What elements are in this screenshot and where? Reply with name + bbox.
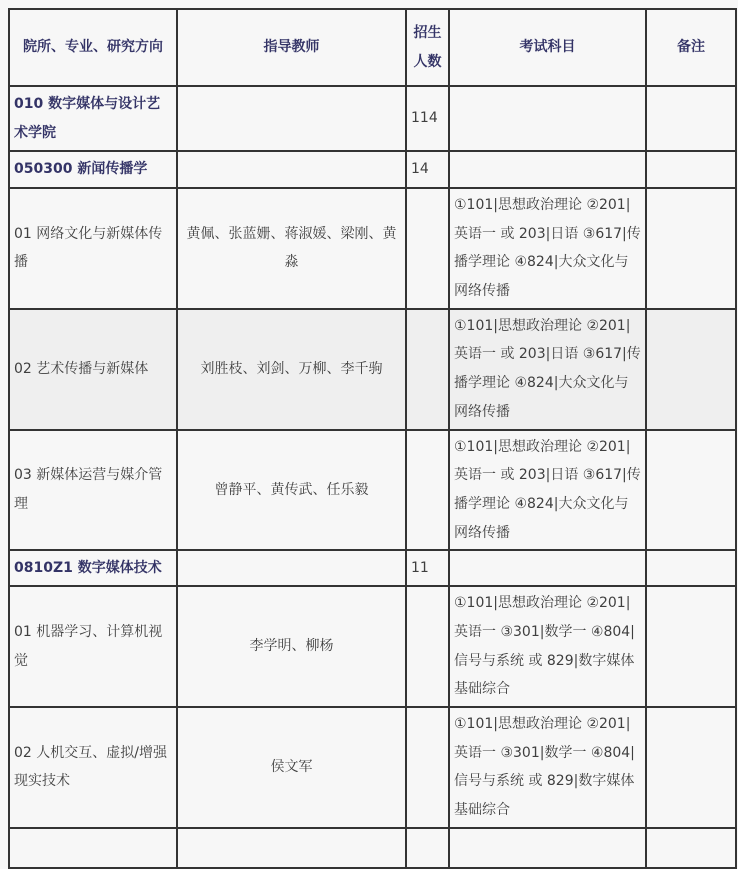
- cell-program: [9, 828, 177, 868]
- table-header: [9, 9, 736, 86]
- cell-quota: [406, 707, 449, 828]
- cell-remarks: [646, 828, 736, 868]
- table-row: [9, 309, 736, 430]
- cell-remarks: [646, 586, 736, 707]
- cell-advisors: 李学明、柳杨: [177, 586, 406, 707]
- cell-program: 02 人机交互、虚拟/增强现实技术: [9, 707, 177, 828]
- cell-program: 0810Z1 数字媒体技术: [9, 550, 177, 586]
- table-row: [9, 430, 736, 551]
- cell-advisors: 侯文军: [177, 707, 406, 828]
- cell-subjects: ①101|思想政治理论 ②201|英语一 或 203|日语 ③617|传播学理论 ④824|大众文化与网络传播: [449, 430, 646, 551]
- cell-advisors: 刘胜枝、刘剑、万柳、李千驹: [177, 309, 406, 430]
- cell-subjects: [449, 550, 646, 586]
- cell-program: 01 机器学习、计算机视觉: [9, 586, 177, 707]
- cell-remarks: [646, 430, 736, 551]
- cell-quota: [406, 828, 449, 868]
- table-row: [9, 828, 736, 868]
- cell-remarks: [646, 188, 736, 309]
- header-quota: 招生人数: [406, 9, 449, 86]
- cell-quota: [406, 309, 449, 430]
- cell-program: 03 新媒体运营与媒介管理: [9, 430, 177, 551]
- table-row: [9, 707, 736, 828]
- cell-quota: 14: [406, 151, 449, 188]
- table-row: [9, 188, 736, 309]
- table-body: [9, 86, 736, 868]
- cell-advisors: [177, 828, 406, 868]
- cell-subjects: ①101|思想政治理论 ②201|英语一 或 203|日语 ③617|传播学理论 ④824|大众文化与网络传播: [449, 309, 646, 430]
- cell-remarks: [646, 550, 736, 586]
- cell-program: 01 网络文化与新媒体传播: [9, 188, 177, 309]
- admissions-table: [8, 8, 737, 869]
- cell-advisors: [177, 151, 406, 188]
- header-subjects: 考试科目: [449, 9, 646, 86]
- table-row: [9, 586, 736, 707]
- header-advisors: 指导教师: [177, 9, 406, 86]
- cell-subjects: [449, 86, 646, 151]
- cell-advisors: 曾静平、黄传武、任乐毅: [177, 430, 406, 551]
- header-program: 院所、专业、研究方向: [9, 9, 177, 86]
- cell-quota: 114: [406, 86, 449, 151]
- cell-subjects: [449, 151, 646, 188]
- cell-subjects: ①101|思想政治理论 ②201|英语一 或 203|日语 ③617|传播学理论 ④824|大众文化与网络传播: [449, 188, 646, 309]
- cell-quota: 11: [406, 550, 449, 586]
- cell-remarks: [646, 86, 736, 151]
- header-remarks: 备注: [646, 9, 736, 86]
- cell-program: 02 艺术传播与新媒体: [9, 309, 177, 430]
- cell-subjects: ①101|思想政治理论 ②201|英语一 ③301|数学一 ④804|信号与系统 或 829|数字媒体基础综合: [449, 707, 646, 828]
- cell-subjects: ①101|思想政治理论 ②201|英语一 ③301|数学一 ④804|信号与系统 或 829|数字媒体基础综合: [449, 586, 646, 707]
- cell-quota: [406, 586, 449, 707]
- cell-quota: [406, 430, 449, 551]
- cell-quota: [406, 188, 449, 309]
- cell-advisors: 黄佩、张蓝姗、蒋淑媛、梁刚、黄淼: [177, 188, 406, 309]
- cell-program: 050300 新闻传播学: [9, 151, 177, 188]
- cell-remarks: [646, 309, 736, 430]
- cell-subjects: [449, 828, 646, 868]
- cell-remarks: [646, 151, 736, 188]
- cell-advisors: [177, 550, 406, 586]
- table-row: [9, 151, 736, 188]
- cell-advisors: [177, 86, 406, 151]
- cell-program: 010 数字媒体与设计艺术学院: [9, 86, 177, 151]
- cell-remarks: [646, 707, 736, 828]
- header-row: [9, 9, 736, 86]
- table-row: [9, 86, 736, 151]
- table-row: [9, 550, 736, 586]
